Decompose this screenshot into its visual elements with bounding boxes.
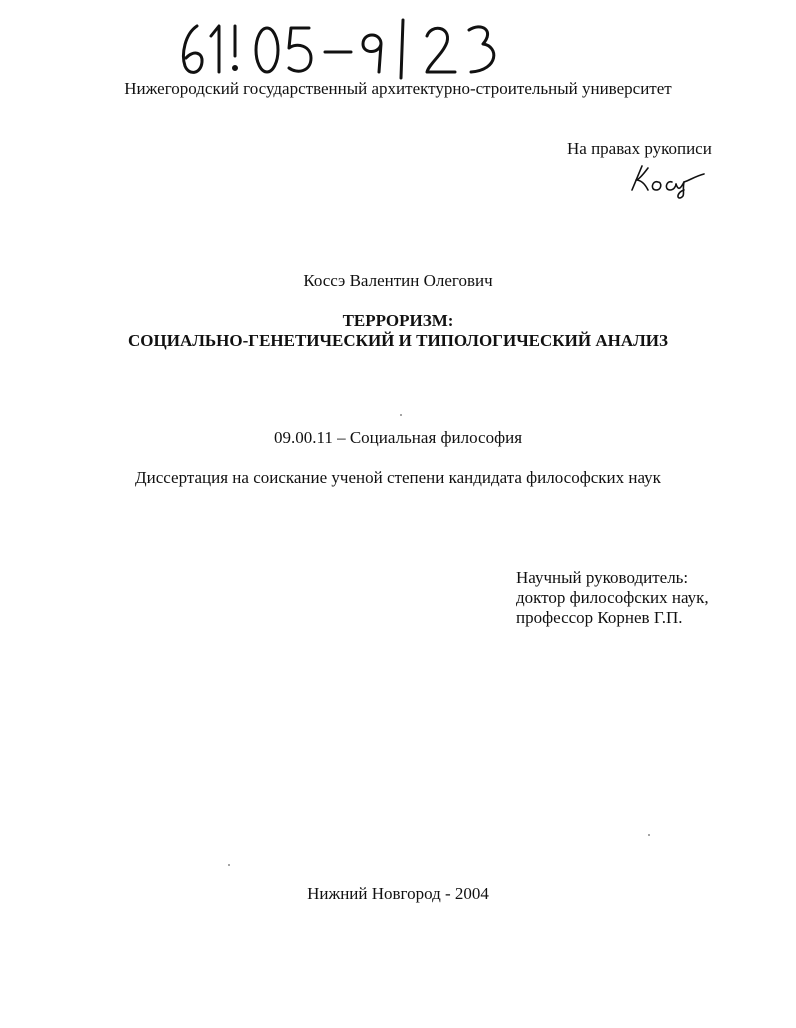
supervisor-degree: доктор философских наук, <box>516 588 709 607</box>
scan-speck <box>648 834 650 836</box>
author-signature <box>628 160 708 200</box>
specialty-code: 09.00.11 – Социальная философия <box>273 428 523 447</box>
author-name: Коссэ Валентин Олегович <box>303 271 493 290</box>
degree-statement: Диссертация на соискание ученой степени кандидата философских наук <box>135 468 661 487</box>
title-line-2: СОЦИАЛЬНО-ГЕНЕТИЧЕСКИЙ И ТИПОЛОГИЧЕСКИЙ АНАЛИЗ <box>128 331 668 350</box>
scan-speck <box>228 864 230 866</box>
university-name: Нижегородский государственный архитектурно-строительный университет <box>124 79 672 98</box>
supervisor-label: Научный руководитель: <box>516 568 689 587</box>
city-year: Нижний Новгород - 2004 <box>307 884 489 903</box>
manuscript-rights-note: На правах рукописи <box>567 139 712 158</box>
title-line-1: ТЕРРОРИЗМ: <box>342 311 454 330</box>
archive-stamp-number <box>175 14 515 84</box>
scan-speck <box>400 414 402 416</box>
supervisor-name: профессор Корнев Г.П. <box>516 608 683 627</box>
